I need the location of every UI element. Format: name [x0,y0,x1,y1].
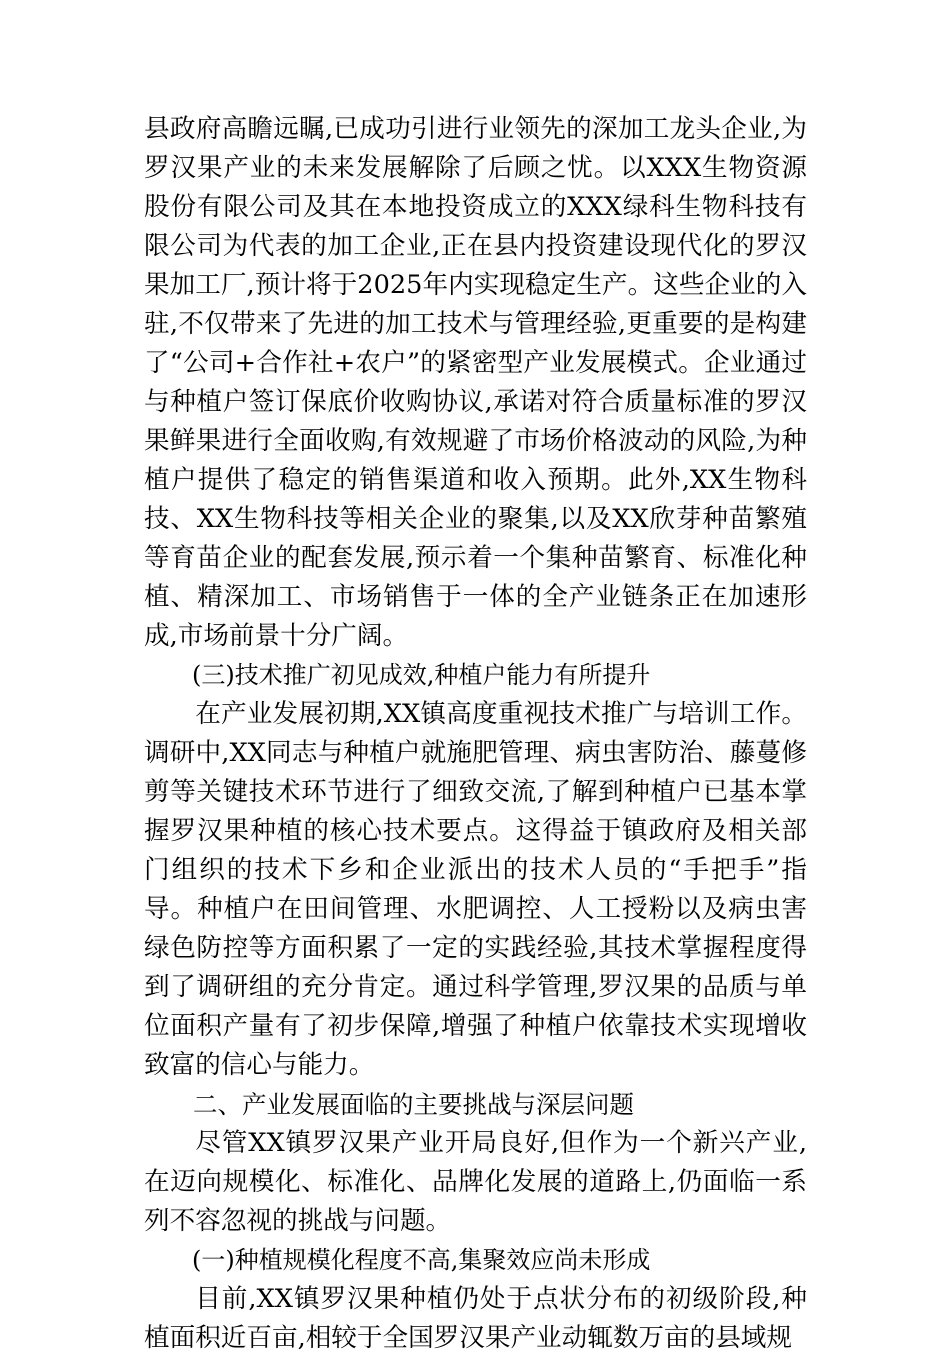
section-heading-2: 二、产业发展面临的主要挑战与深层问题 [193,1090,634,1119]
body-paragraph-scale: 目前,XX镇罗汉果种植仍处于点状分布的初级阶段,种植面积近百亩,相较于全国罗汉果产业动辄数万亩的县域规 [144,1284,807,1353]
body-paragraph-technology: 在产业发展初期,XX镇高度重视技术推广与培训工作。调研中,XX同志与种植户就施肥管理、病虫害防治、藤蔓修剪等关键技术环节进行了细致交流,了解到种植户已基本掌握罗汉果种植的核心技术要点。这得益于镇政府及相关部门组织的技术下乡和企业派出的技术人员的“手把手”指导。种植户在田间管理、水肥调控、人工授粉以及病虫害绿色防控等方面积累了一定的实践经验,其技术掌握程度得到了调研组的充分肯定。通过科学管理,罗汉果的品质与单位面积产量有了初步保障,增强了种植户依靠技术实现增收致富的信心与能力。 [144,699,807,1080]
document-page [144,110,807,1358]
section-subheading-3: (三)技术推广初见成效,种植户能力有所提升 [192,661,651,689]
body-paragraph-challenges: 尽管XX镇罗汉果产业开局良好,但作为一个新兴产业,在迈向规模化、标准化、品牌化发展的道路上,仍面临一系列不容忽视的挑战与问题。 [144,1128,807,1236]
section-subheading-1: (一)种植规模化程度不高,集聚效应尚未形成 [192,1246,651,1274]
body-paragraph-continued: 县政府高瞻远瞩,已成功引进行业领先的深加工龙头企业,为罗汉果产业的未来发展解除了后顾之忧。以XXX生物资源股份有限公司及其在本地投资成立的XXX绿科生物科技有限公司为代表的加工企业,正在县内投资建设现代化的罗汉果加工厂,预计将于2025年内实现稳定生产。这些企业的入驻,不仅带来了先进的加工技术与管理经验,更重要的是构建了“公司+合作社+农户”的紧密型产业发展模式。企业通过与种植户签订保底价收购协议,承诺对符合质量标准的罗汉果鲜果进行全面收购,有效规避了市场价格波动的风险,为种植户提供了稳定的销售渠道和收入预期。此外,XX生物科技、XX生物科技等相关企业的聚集,以及XX欣芽种苗繁殖等育苗企业的配套发展,预示着一个集种苗繁育、标准化种植、精深加工、市场销售于一体的全产业链条正在加速形成,市场前景十分广阔。 [144,114,807,651]
